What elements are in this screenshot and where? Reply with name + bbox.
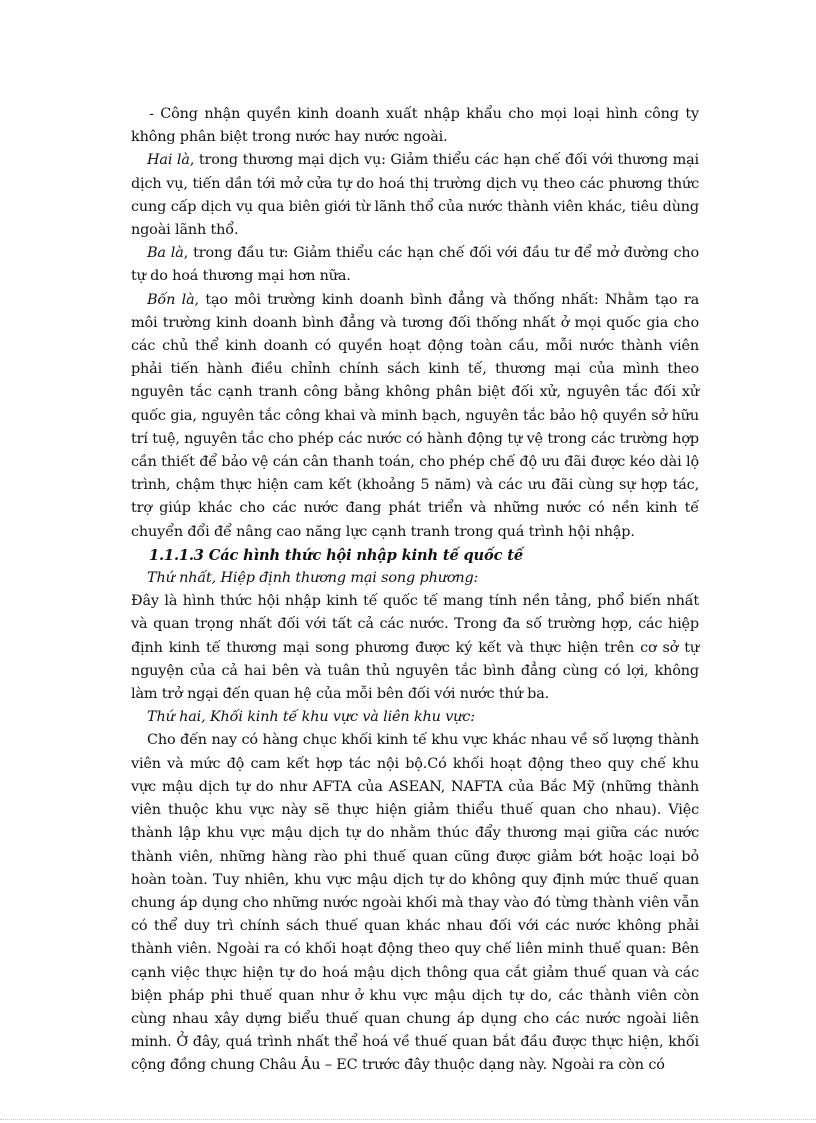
paragraph-bilateral: Đây là hình thức hội nhập kinh tế quốc tế mang tính nền tảng, phổ biến nhất và quan trọng nhất đối với tất cả các nước. Trong đa số trường hợp, các hiệp định kinh tế thương mại song phương được ký kết và thực hiện trên cơ sở tự nguyện của cả hai bên và tuân thủ nguyên tắc bình đẳng cùng có lợi, không làm trở ngại đến quan hệ của mỗi bên đối với nước thứ ba. (131, 593, 699, 703)
paragraph-investment (131, 242, 699, 288)
paragraph-lead: Hai là (147, 152, 190, 169)
paragraph-services (131, 149, 699, 242)
paragraph-lead: Ba là (147, 245, 184, 262)
paragraph-text: , trong đầu tư: Giảm thiểu các hạn chế đối với đầu tư để mở đường cho tự do hoá thương mại hơn nữa. (131, 245, 699, 285)
paragraph-lead: Bốn là (147, 291, 195, 308)
subheading-regional: Thứ hai, Khối kinh tế khu vực và liên khu vực: (147, 709, 475, 726)
page-bottom-divider (0, 1119, 816, 1120)
subheading-bilateral: Thứ nhất, Hiệp định thương mại song phương: (147, 570, 479, 587)
paragraph-business-environment (131, 289, 699, 544)
bullet-business-rights: - Công nhận quyền kinh doanh xuất nhập khẩu cho mọi loại hình công ty không phân biệt trong nước hay nước ngoài. (131, 106, 699, 146)
document-body (131, 103, 699, 1078)
paragraph-text: , trong thương mại dịch vụ: Giảm thiểu các hạn chế đối với thương mại dịch vụ, tiến dần tới mở cửa tự do hoá thị trường dịch vụ theo các phương thức cung cấp dịch vụ qua biên giới từ lãnh thổ của nước thành viên khác, tiêu dùng ngoài lãnh thổ. (131, 152, 699, 239)
section-heading: 1.1.1.3 Các hình thức hội nhập kinh tế quốc tế (149, 546, 523, 564)
paragraph-regional: Cho đến nay có hàng chục khối kinh tế khu vực khác nhau về số lượng thành viên và mức độ cam kết hợp tác nội bộ.Có khối hoạt động theo quy chế khu vực mậu dịch tự do như AFTA của ASEAN, NAFTA của Bắc Mỹ (những thành viên thuộc khu vực này sẽ thực hiện giảm thiểu thuế quan cho nhau). Việc thành lập khu vực mậu dịch tự do nhằm thúc đẩy thương mại giữa các nước thành viên, những hàng rào phi thuế quan cũng được giảm bớt hoặc loại bỏ hoàn toàn. Tuy nhiên, khu vực mậu dịch tự do không quy định mức thuế quan chung áp dụng cho những nước ngoài khối mà thay vào đó từng thành viên vẫn có thể duy trì chính sách thuế quan khác nhau đối với các nước không phải thành viên. Ngoài ra có khối hoạt động theo quy chế liên minh thuế quan: Bên cạnh việc thực hiện tự do hoá mậu dịch thông qua cắt giảm thuế quan và các biện pháp phi thuế quan như ở khu vực mậu dịch tự do, các thành viên còn cùng nhau xây dựng biểu thuế quan chung áp dụng cho các nước ngoài liên minh. Ở đây, quá trình nhất thể hoá về thuế quan bắt đầu được thực hiện, khối cộng đồng chung Châu Âu – EC trước đây thuộc dạng này. Ngoài ra còn có (131, 732, 699, 1074)
paragraph-text: , tạo môi trường kinh doanh bình đẳng và thống nhất: Nhằm tạo ra môi trường kinh doanh bình đẳng và tương đối thống nhất ở mọi quốc gia cho các chủ thể kinh doanh có quyền hoạt động toàn cầu, mỗi nước thành viên phải tiến hành điều chỉnh chính sách kinh tế, thương mại của mình theo nguyên tắc cạnh tranh công bằng không phân biệt đối xử, nguyên tắc đối xử quốc gia, nguyên tắc công khai và minh bạch, nguyên tắc bảo hộ quyền sở hữu trí tuệ, nguyên tắc cho phép các nước có hành động tự vệ trong các trường hợp cần thiết để bảo vệ cán cân thanh toán, cho phép chế độ ưu đãi được kéo dài lộ trình, chậm thực hiện cam kết (khoảng 5 năm) và các ưu đãi cùng sự hợp tác, trợ giúp khác cho các nước đang phát triển và những nước có nền kinh tế chuyển đổi để nâng cao năng lực cạnh tranh trong quá trình hội nhập. (131, 291, 700, 540)
